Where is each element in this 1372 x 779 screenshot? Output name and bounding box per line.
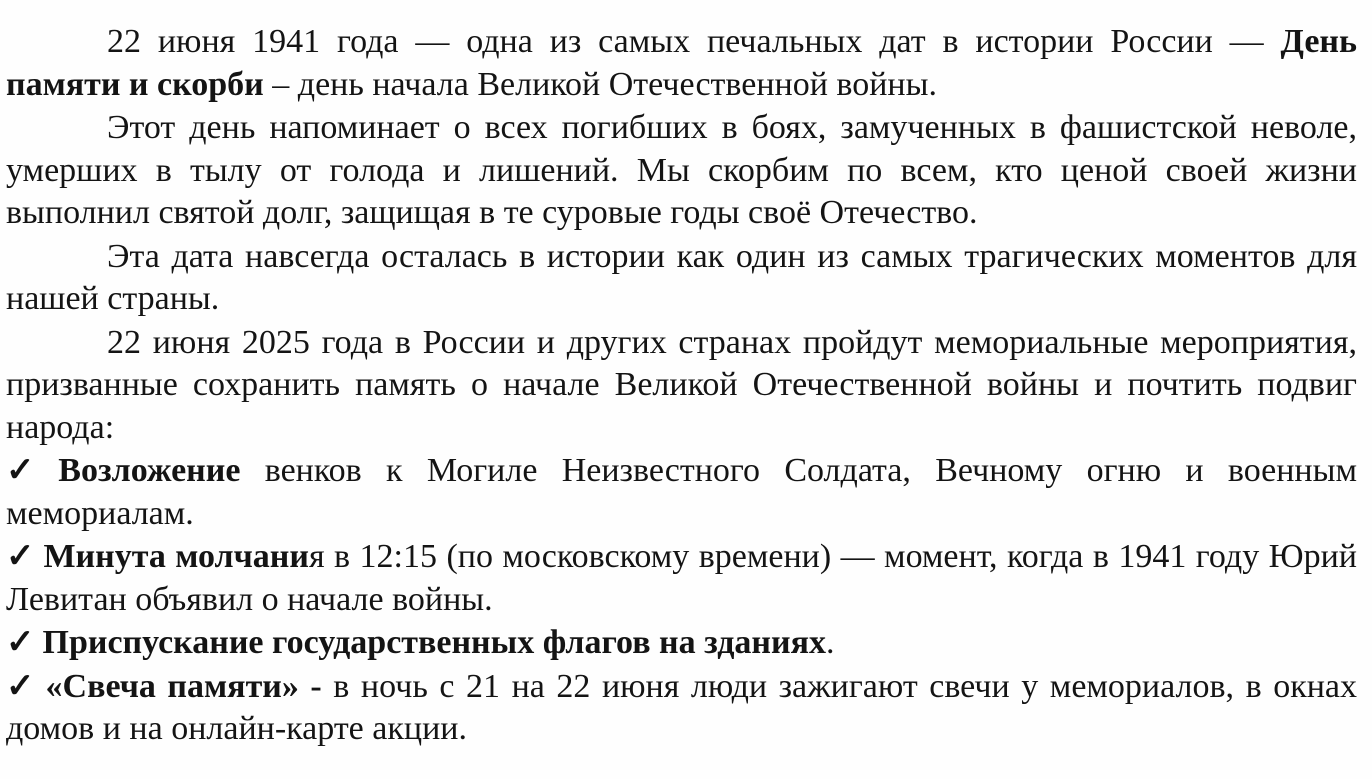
list-item	[6, 622, 1357, 665]
list-item-bold: Возложение	[58, 452, 241, 489]
list-item	[6, 450, 1357, 535]
list-item-bold: «Свеча памяти» -	[45, 667, 322, 705]
checkmark-icon: ✓	[6, 624, 35, 661]
paragraph-intro	[6, 21, 1357, 106]
paragraph-remembrance: Этот день напоминает о всех погибших в боях, замученных в фашистской неволе, умерших в тылу от голода и лишений. Мы скорбим по всем, кто ценой своей жизни выполнил святой долг, защищая в те суровые годы своё Отечество.	[6, 109, 1357, 231]
paragraph-memorial-events: 22 июня 2025 года в России и других странах пройдут мемориальные мероприятия, призванные сохранить память о начале Великой Отечественной войны и почтить подвиг народа:	[6, 323, 1357, 446]
intro-text-end: – день начала Великой Отечественной войны.	[263, 65, 937, 103]
checkmark-icon: ✓	[6, 667, 38, 705]
list-item-bold: Приспускание государственных флагов на зданиях	[42, 624, 826, 661]
list-item-text: в ночь с 21 на 22 июня люди зажигают свечи у мемориалов, в окнах домов и на онлайн-карте акции.	[6, 667, 1357, 747]
list-item-text: я в 12:15 (по московскому времени) — момент, когда в 1941 году Юрий Левитан объявил о начале войны.	[6, 538, 1357, 618]
intro-text: 22 июня 1941 года — одна из самых печальных дат в истории России —	[107, 23, 1281, 60]
checkmark-icon: ✓	[6, 538, 36, 575]
paragraph-tragic-date: Эта дата навсегда осталась в истории как один из самых трагических моментов для нашей страны.	[6, 237, 1357, 317]
list-item	[6, 666, 1357, 751]
list-item-text: венков к Могиле Неизвестного Солдата, Вечному огню и военным мемориалам.	[6, 452, 1357, 532]
list-item-text: .	[825, 624, 835, 661]
list-item	[6, 536, 1357, 621]
checkmark-icon: ✓	[6, 452, 51, 489]
intro-bold-day-of-memory: День памяти и скорби	[6, 23, 1357, 103]
list-item-bold: Минута молчани	[43, 538, 309, 575]
